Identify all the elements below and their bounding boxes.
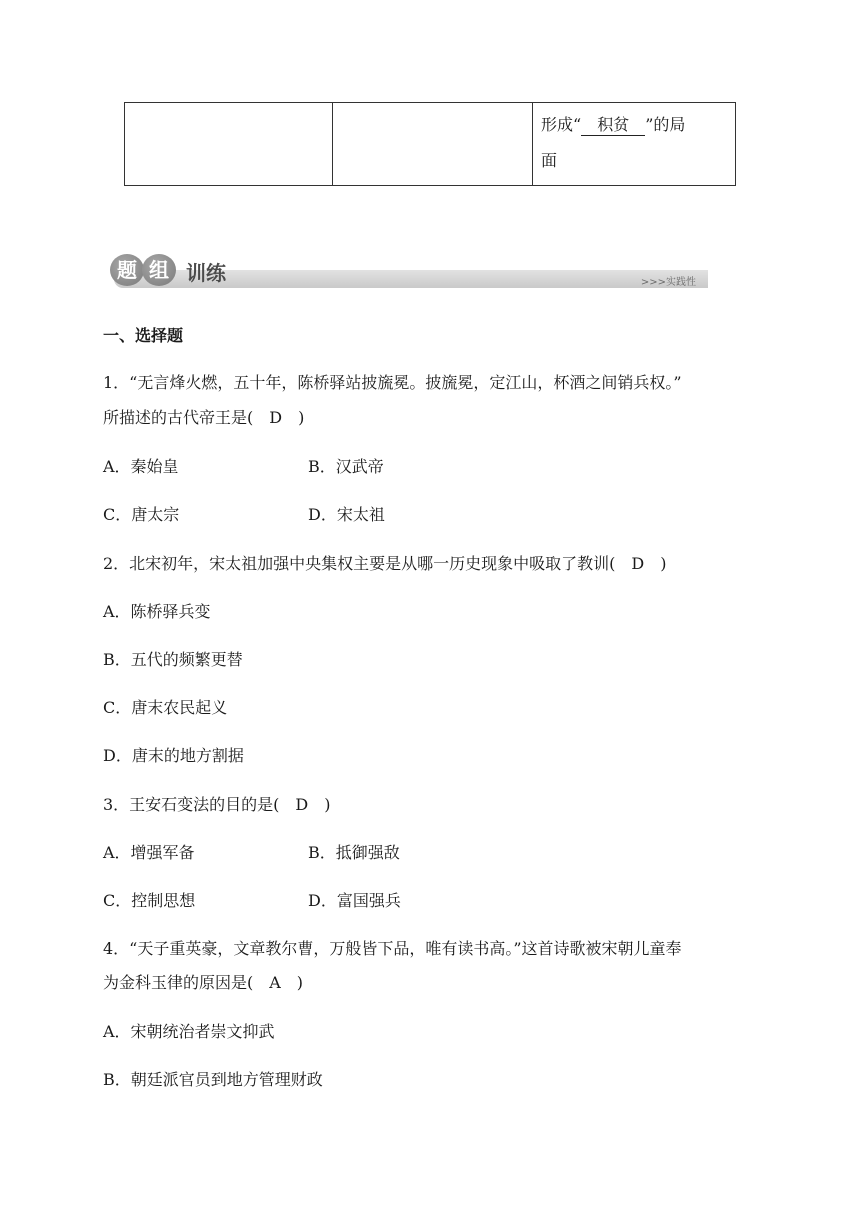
summary-table <box>124 102 736 186</box>
q1-option-d: D．宋太祖 <box>308 505 385 524</box>
question-1-line-2: 所描述的古代帝王是( D ) <box>103 408 305 427</box>
q4-option-b: B．朝廷派官员到地方管理财政 <box>103 1070 323 1089</box>
table-row <box>125 103 736 186</box>
q2-option-d: D．唐末的地方割据 <box>103 746 244 765</box>
q2-option-c: C．唐末农民起义 <box>103 698 228 717</box>
q1-option-b: B．汉武帝 <box>308 457 384 476</box>
question-4-line-1: 4．“天子重英豪，文章教尔曹，万般皆下品，唯有读书高。”这首诗歌被宋朝儿童奉 <box>103 939 682 958</box>
section-heading: 一、选择题 <box>103 326 184 345</box>
table-cell-3 <box>533 103 736 186</box>
fill-blank-answer: 积贫 <box>581 115 645 136</box>
cell-prefix: 形成“ <box>541 115 582 134</box>
q3-option-c: C．控制思想 <box>103 891 196 910</box>
q1-option-a: A．秦始皇 <box>103 457 179 476</box>
question-3-line-1: 3．王安石变法的目的是( D ) <box>103 795 331 814</box>
q4-option-a: A．宋朝统治者崇文抑武 <box>103 1022 275 1041</box>
cell-suffix: ”的局 <box>645 115 686 134</box>
banner-badge-2: 组 <box>142 254 176 286</box>
banner-title: 训练 <box>186 261 226 285</box>
q3-option-b: B．抵御强敌 <box>308 843 400 862</box>
question-2-line-1: 2．北宋初年，宋太祖加强中央集权主要是从哪一历史现象中吸取了教训( D ) <box>103 554 667 573</box>
banner-badge-1: 题 <box>110 254 144 286</box>
exercise-banner <box>106 250 708 292</box>
table-cell-2 <box>333 103 533 186</box>
q3-option-a: A．增强军备 <box>103 843 195 862</box>
banner-tag: >>>实践性 <box>640 277 696 288</box>
cell-line2: 面 <box>541 151 558 170</box>
question-4-line-2: 为金科玉律的原因是( A ) <box>103 973 304 992</box>
q2-option-b: B．五代的频繁更替 <box>103 650 243 669</box>
q1-option-c: C．唐太宗 <box>103 505 180 524</box>
q2-option-a: A．陈桥驿兵变 <box>103 602 211 621</box>
table-cell-1 <box>125 103 333 186</box>
question-1-line-1: 1．“无言烽火燃，五十年，陈桥驿站披旒冕。披旒冕，定江山，杯酒之间销兵权。” <box>103 373 682 392</box>
q3-option-d: D．富国强兵 <box>308 891 401 910</box>
